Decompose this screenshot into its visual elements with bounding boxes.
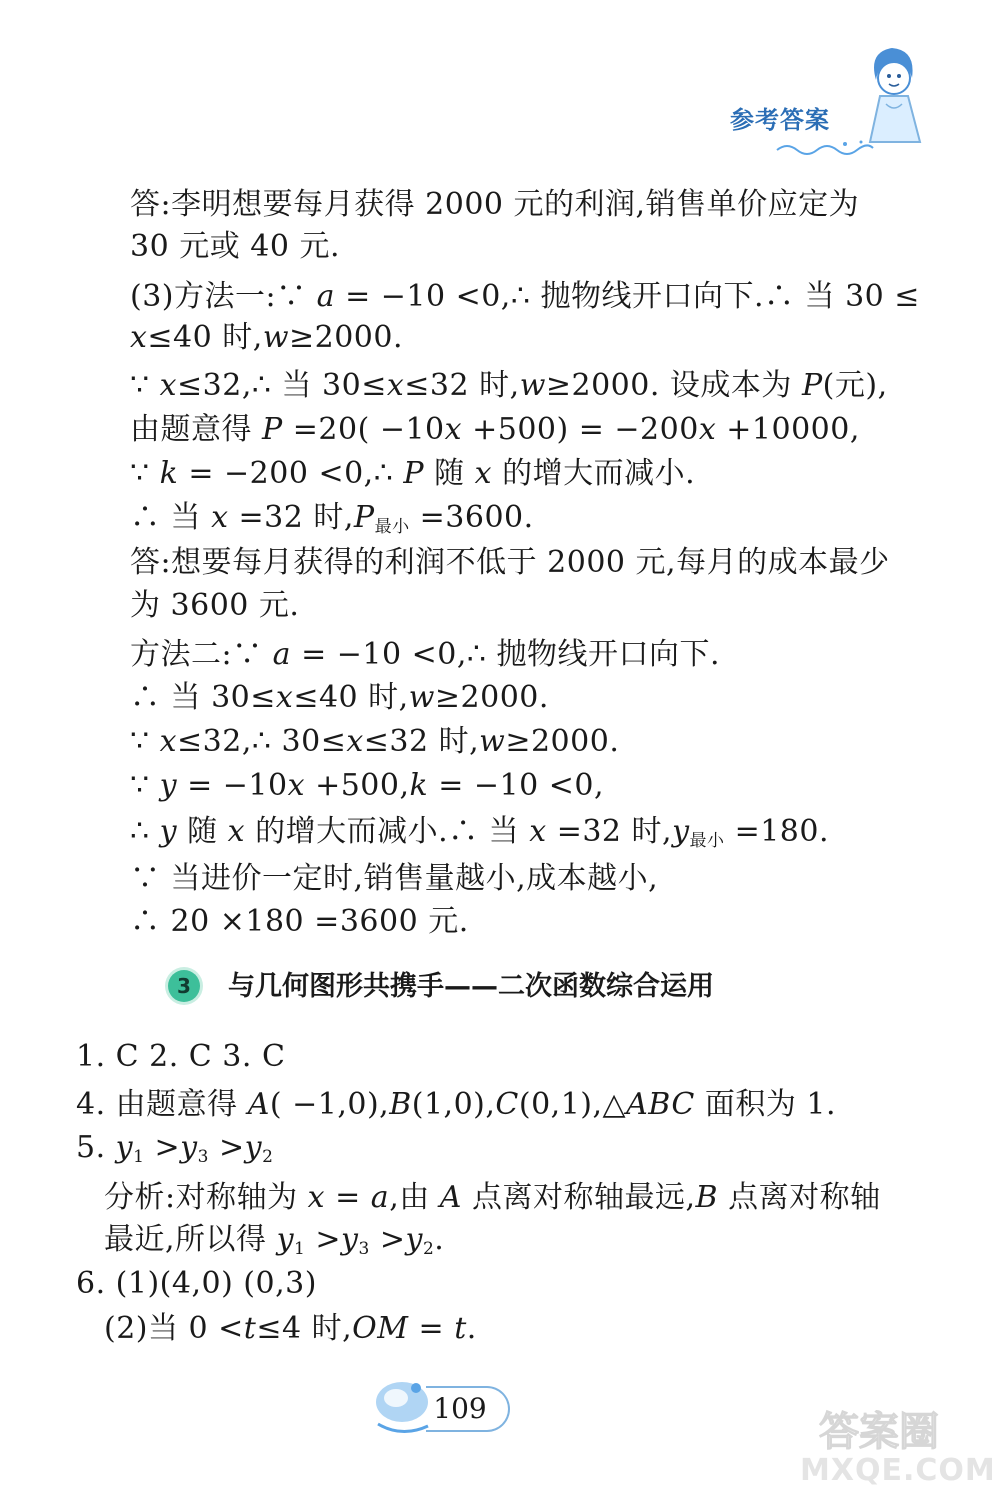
text-run: (2)当 0 < (104, 1311, 244, 1346)
text-run: 答:李明想要每月获得 2000 元的利润,销售单价应定为 (130, 187, 860, 222)
text-run: > (305, 1222, 342, 1257)
answer-line (104, 1311, 477, 1347)
text-run: ≤40 时, (293, 680, 409, 715)
math-variable: P (353, 500, 375, 535)
answer-line (76, 1087, 836, 1123)
math-variable: y (244, 1130, 263, 1165)
math-variable: w (519, 368, 546, 403)
math-variable: y (115, 1130, 134, 1165)
math-variable: y (405, 1222, 423, 1257)
answer-line (130, 588, 299, 624)
text-run: 6. (1)(4,0) (0,3) (76, 1266, 317, 1301)
math-subscript: 1 (133, 1147, 145, 1167)
math-variable: OM (352, 1311, 409, 1346)
math-variable: x (346, 724, 364, 759)
text-run: ≥2000. (505, 724, 620, 759)
page-number: 109 (433, 1392, 487, 1425)
text-run: ∵ (130, 368, 160, 403)
text-run: ∴ (130, 814, 160, 849)
watermark-logo (815, 1405, 995, 1457)
text-run: =32 时, (228, 500, 354, 535)
text-run: ≥2000. 设成本为 (545, 368, 802, 403)
math-variable: x (698, 412, 717, 447)
math-variable: y (159, 768, 178, 803)
page-decoration-icon (372, 1368, 434, 1444)
answer-line (130, 814, 829, 850)
math-variable: x (529, 814, 547, 849)
math-variable: a (370, 1180, 390, 1215)
text-run: 30 元或 40 元. (130, 229, 340, 264)
text-run: +10000, (716, 412, 860, 447)
section-title: 与几何图形共携手——二次函数综合运用 (228, 971, 714, 1002)
answer-line (130, 545, 890, 581)
answer-line (130, 680, 549, 716)
answer-line (130, 456, 695, 492)
math-variable: k (409, 768, 429, 803)
math-variable: x (444, 412, 463, 447)
text-run: +500) = −200 (462, 412, 699, 447)
text-run: ≤32,∴ 当 30≤ (177, 368, 387, 403)
math-subscript: 最小 (689, 831, 725, 851)
math-subscript: 3 (197, 1147, 209, 1167)
text-run: ∴ 当 30≤ (130, 680, 276, 715)
math-subscript: 3 (358, 1239, 370, 1259)
math-variable: x (211, 500, 229, 535)
answer-line (130, 229, 340, 265)
answer-line (76, 1130, 273, 1166)
text-run: 答:想要每月获得的利润不低于 2000 元,每月的成本最少 (130, 545, 890, 580)
math-variable: x (227, 814, 246, 849)
text-run: ≤4 时, (256, 1311, 353, 1346)
text-run: ≤32,∴ 30≤ (177, 724, 347, 759)
text-run: 1. C 2. C 3. C (76, 1039, 286, 1074)
answer-line (104, 1222, 444, 1258)
math-variable: x (159, 724, 178, 759)
text-run: 面积为 1. (694, 1087, 837, 1122)
answer-line (130, 412, 860, 448)
text-run: 点离对称轴 (718, 1180, 881, 1215)
text-run: ( −1,0), (269, 1087, 390, 1122)
text-run: 的增大而减小. (492, 456, 696, 491)
text-run: =20( −10 (282, 412, 445, 447)
text-run: = −10 <0,∴ 抛物线开口向下. (291, 637, 721, 672)
math-variable: P (262, 412, 283, 447)
watermark-url: MXQE.COM (800, 1453, 996, 1488)
math-variable: A (247, 1087, 270, 1122)
text-run: 5. (76, 1130, 116, 1165)
text-run: = −200 <0,∴ (178, 456, 404, 491)
math-variable: t (454, 1311, 467, 1346)
math-subscript: 1 (294, 1239, 306, 1259)
text-run: =180. (724, 814, 830, 849)
math-variable: y (341, 1222, 359, 1257)
text-run: = −10 (177, 768, 288, 803)
answer-line (130, 724, 619, 760)
text-run: (1,0), (411, 1087, 496, 1122)
text-run: ∴ 20 ×180 =3600 元. (130, 904, 469, 939)
header-wave-icon (775, 138, 875, 162)
math-variable: A (439, 1180, 462, 1215)
math-variable: a (316, 279, 336, 314)
answer-line (130, 904, 469, 940)
math-variable: y (672, 814, 690, 849)
text-run: (0,1),△ (518, 1087, 627, 1122)
answer-line (130, 187, 859, 223)
math-variable: B (389, 1087, 412, 1122)
text-run: ∵ (130, 456, 160, 491)
text-run: = (408, 1311, 455, 1346)
header-label: 参考答案 (730, 106, 830, 134)
math-variable: w (479, 724, 506, 759)
answer-line (130, 320, 403, 356)
answer-line (130, 861, 658, 897)
math-subscript: 2 (422, 1239, 435, 1259)
answer-line (104, 1180, 881, 1216)
text-run: > (369, 1222, 406, 1257)
math-variable: w (262, 320, 289, 355)
text-run: +500, (305, 768, 410, 803)
text-run: ≥2000. (289, 320, 404, 355)
text-run: 由题意得 (130, 412, 263, 447)
math-subscript: 最小 (374, 517, 410, 537)
answer-line (130, 500, 534, 536)
section-number-badge: 3 (168, 970, 200, 1002)
text-run: =32 时, (546, 814, 673, 849)
watermark-logo-text: 答案圈 (819, 1409, 939, 1453)
text-run: . (434, 1222, 445, 1257)
text-run: ≤40 时, (147, 320, 263, 355)
math-variable: w (408, 680, 435, 715)
math-variable: x (474, 456, 493, 491)
math-variable: B (695, 1180, 719, 1215)
math-variable: C (495, 1087, 519, 1122)
math-variable: t (243, 1311, 257, 1346)
math-variable: ABC (626, 1087, 695, 1122)
answer-line (130, 368, 888, 404)
answer-line (76, 1266, 317, 1302)
text-run: 点离对称轴最远, (461, 1180, 696, 1215)
text-run: (3)方法一:∵ (130, 279, 317, 314)
text-run: ,由 (389, 1180, 440, 1215)
text-run: > (144, 1130, 181, 1165)
text-run: ∴ 当 (130, 500, 212, 535)
math-variable: x (307, 1180, 326, 1215)
text-run: . (466, 1311, 477, 1346)
text-run: ≥2000. (434, 680, 549, 715)
text-run: ≤32 时, (404, 368, 520, 403)
text-run: ∵ (130, 768, 160, 803)
math-variable: x (275, 680, 294, 715)
answer-line (130, 279, 920, 315)
text-run: = (325, 1180, 371, 1215)
math-variable: P (801, 368, 823, 403)
math-variable: y (180, 1130, 198, 1165)
text-run: 为 3600 元. (130, 588, 300, 623)
text-run: 4. 由题意得 (76, 1087, 248, 1122)
answer-line (76, 1039, 285, 1075)
math-variable: x (159, 368, 178, 403)
text-run: 最近,所以得 (104, 1222, 277, 1257)
math-variable: x (287, 768, 306, 803)
math-variable: y (159, 814, 178, 849)
text-run: 随 (424, 456, 475, 491)
math-variable: x (386, 368, 405, 403)
text-run: 随 (177, 814, 228, 849)
text-run: ∵ (130, 724, 160, 759)
text-run: 方法二:∵ (130, 637, 273, 672)
text-run: = −10 <0, (428, 768, 605, 803)
text-run: ∵ 当进价一定时,销售量越小,成本越小, (130, 861, 659, 896)
text-run: = −10 <0,∴ 抛物线开口向下.∴ 当 30 ≤ (335, 279, 920, 314)
answer-line (130, 768, 604, 804)
text-run: (元), (822, 368, 888, 403)
answer-line (130, 637, 720, 673)
text-run: > (208, 1130, 245, 1165)
math-variable: k (159, 456, 179, 491)
text-run: ≤32 时, (363, 724, 480, 759)
math-variable: y (276, 1222, 295, 1257)
math-variable: P (403, 456, 425, 491)
math-variable: x (130, 320, 148, 355)
text-run: 的增大而减小.∴ 当 (245, 814, 530, 849)
text-run: =3600. (409, 500, 534, 535)
math-variable: a (272, 637, 292, 672)
math-subscript: 2 (262, 1147, 274, 1167)
text-run: 分析:对称轴为 (104, 1180, 308, 1215)
